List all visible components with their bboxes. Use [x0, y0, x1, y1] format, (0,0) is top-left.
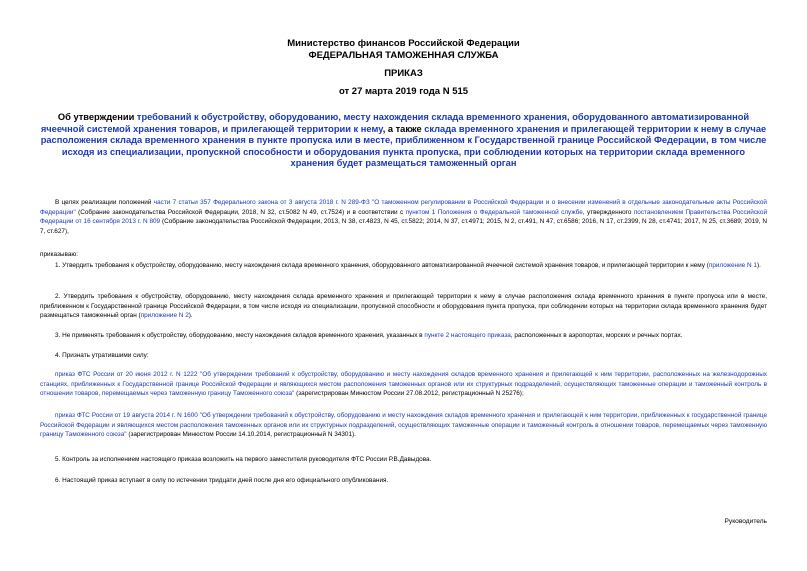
item-2-link[interactable]: пункте 2 настоящего приказа	[424, 332, 511, 339]
item-text: (зарегистрирован Минюстом России 14.10.2014, регистрационный N 34301).	[126, 431, 356, 439]
order-1600-link[interactable]: приказ ФТС России от 19 августа 2014 г. N 1600 "Об утверждении требований к обустройству, оборудованию и месту нахождения складов временного хранения и прилегающей к ним территории, приближенных к государственной границе Российской Федерации и являющихся местом расположения таможенных органов или их структурных подразделений, осуществляющих таможенные операции и таможенный контроль в отношении товаров, перемещаемых через таможенную границу Таможенного союза"	[40, 412, 767, 439]
preamble-text: , утвержденного	[582, 208, 634, 216]
regulation-link[interactable]: пунктом 1 Положения о Федеральной таможенной службе	[405, 208, 583, 216]
item-2	[40, 292, 767, 321]
doc-date: от 27 марта 2019 года N 515	[338, 86, 469, 97]
revoked-order-1	[40, 370, 767, 399]
item-text: 1. Утвердить требования к обустройству, оборудованию, месту нахождения склада временного хранения, оборудованного автоматизированной ячеечной системой хранения товаров, и прилегающей территории к нему (	[55, 262, 709, 269]
preamble-text: (Собрание законодательства Российской Федерации, 2013, N 38, ст.4823, N 45, ст.5822; 2014, N 37, ст.4971; 2015, N 2, ст.491, N 47, ст.6586; 2016, N 17, ст.2399, N 28, ст.4741; 2017, N 25, ст.3689; 2019, N 7, ст.627),	[40, 218, 767, 235]
item-text: ).	[188, 312, 193, 320]
decree-809-link[interactable]: постановлением Правительства Российской Федерации от 16 сентября 2013 г. N 809	[40, 208, 768, 226]
revoked-order-2	[40, 411, 767, 440]
item-text: ).	[756, 262, 761, 269]
appendix-1-link[interactable]: приложение N 1	[708, 262, 757, 269]
item-text: (зарегистрирован Минюстом России 27.08.2012, регистрационный N 25276);	[294, 390, 524, 398]
appendix-2-link[interactable]: приложение N 2	[140, 312, 189, 320]
item-text: , расположенных в аэропортах, морских и речных портах.	[510, 332, 683, 339]
signature-title: Руководитель	[724, 518, 767, 525]
item-text: 3. Не применять требования к обустройству, оборудованию, месту нахождения складов временного хранения, указанных в	[55, 332, 425, 339]
doc-title	[40, 112, 767, 170]
order-1222-link[interactable]: приказ ФТС России от 20 июня 2012 г. N 1222 "Об утверждении требований к обустройству, оборудованию и месту нахождения складов временного хранения и прилегающей к ним территории, расположенных на железнодорожных станциях, приближенных к Государственной границе Российской Федерации и являющихся местом расположения таможенных органов или их структурных подразделений, осуществляющих таможенные операции и таможенный контроль в отношении товаров, перемещаемых через таможенную границу Таможенного союза"	[40, 371, 767, 398]
order-word: приказываю:	[40, 251, 78, 258]
item-1	[40, 261, 767, 271]
item-text: 2. Утвердить требования к обустройству, оборудованию, месту нахождения склада временного хранения и прилегающей территории к нему в случае расположения склада временного хранения в пункте пропуска или в месте, приближенном к Государственной границе Российской Федерации, в том числе исходя из специализации, пропускной способности и оборудования пункта пропуска, при соблюдении которых на территории склада временного хранения будет размещаться таможенный орган (	[40, 293, 767, 320]
item-3	[40, 331, 767, 341]
item-6: 6. Настоящий приказ вступает в силу по истечении тридцати дней после дня его официального опубликования.	[55, 477, 389, 484]
preamble-text: В целях реализации положений	[55, 199, 154, 206]
doc-type: ПРИКАЗ	[384, 68, 423, 79]
service-name: ФЕДЕРАЛЬНАЯ ТАМОЖЕННАЯ СЛУЖБА	[308, 50, 499, 61]
item-5: 5. Контроль за исполнением настоящего приказа возложить на первого заместителя руководителя ФТС России Р.В.Давыдова.	[55, 456, 432, 463]
ministry-name: Министерство финансов Российской Федерации	[287, 38, 520, 49]
title-link-requirements-1[interactable]: требований к обустройству, оборудованию, месту нахождения склада временного хранения, оборудованного автоматизированной ячеечной системой хранения товаров, и прилегающей территории к нему	[40, 112, 750, 134]
title-text: Об утверждении	[57, 112, 137, 122]
title-text: , а также	[382, 123, 425, 134]
item-4: 4. Признать утратившими силу:	[55, 352, 149, 359]
title-link-requirements-2[interactable]: склада временного хранения и прилегающей территории к нему в случае расположения склада временного хранения в пункте пропуска или в месте, приближенном к Государственной границе Российской Федерации, в том числе исходя из специализации, пропускной способности и оборудования пункта пропуска, при соблюдении которых на территории склада временного хранения будет размещаться таможенный орган	[40, 123, 767, 169]
preamble-text: (Собрание законодательства Российской Федерации, 2018, N 32, ст.5082 N 49, ст.7524) и в соответствии с	[75, 208, 406, 216]
preamble	[40, 198, 767, 236]
law-289-link[interactable]: части 7 статьи 357 Федерального закона от 3 августа 2018 г. N 289-ФЗ "О таможенном регулировании в Российской Федерации и о внесении изменений в отдельные законодательные акты Российской Федерации"	[40, 199, 767, 216]
